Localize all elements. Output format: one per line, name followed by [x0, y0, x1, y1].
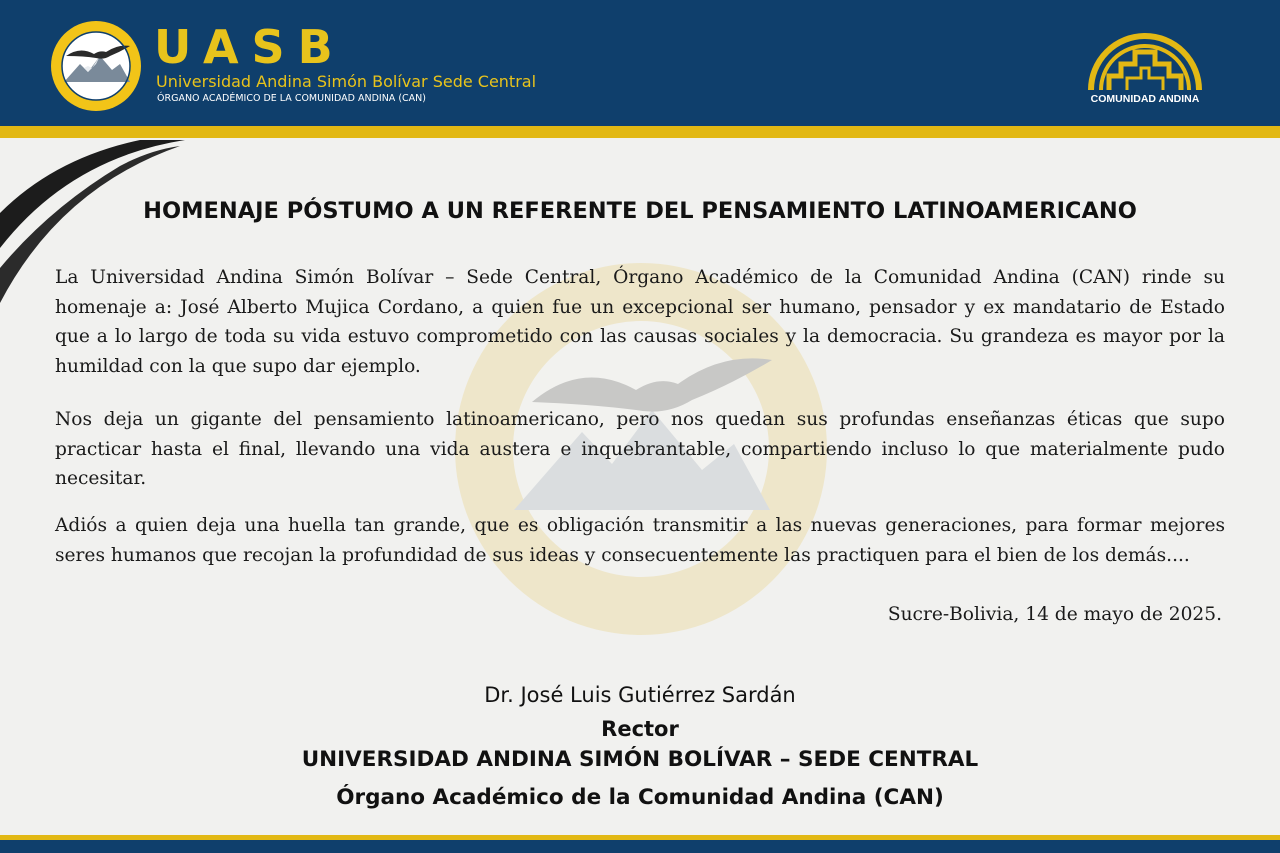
header-gold-stripe	[0, 126, 1280, 138]
brand-full-name: Universidad Andina Simón Bolívar Sede Central	[156, 72, 537, 91]
footer-bar	[0, 840, 1280, 853]
signatory-institution: UNIVERSIDAD ANDINA SIMÓN BOLÍVAR – SEDE CENTRAL	[301, 747, 979, 772]
condor-mountain-seal-icon	[50, 20, 142, 112]
brand-word: UASB	[154, 20, 346, 74]
signatory-role: Rector	[601, 717, 679, 741]
signatory-organ: Órgano Académico de la Comunidad Andina (CAN)	[336, 785, 944, 810]
paragraph-legacy: Nos deja un gigante del pensamiento latinoamericano, pero nos quedan sus profundas enseñanzas éticas que supo practicar hasta el final, llevando una vida austera e inquebrantable, compartiendo incluso lo que materialmente pudo necesitar.	[55, 409, 1225, 489]
document-title: HOMENAJE PÓSTUMO A UN REFERENTE DEL PENSAMIENTO LATINOAMERICANO	[143, 198, 1137, 224]
signatory-name: Dr. José Luis Gutiérrez Sardán	[484, 683, 796, 707]
brand-subtitle: ÓRGANO ACADÉMICO DE LA COMUNIDAD ANDINA (CAN)	[157, 93, 426, 104]
dateline: Sucre-Bolivia, 14 de mayo de 2025.	[887, 604, 1222, 625]
paragraph-farewell: Adiós a quien deja una huella tan grande, que es obligación transmitir a las nuevas generaciones, para formar mejores seres humanos que recojan la profundidad de sus ideas y consecuentemente las practiquen para el bien de los demás....	[55, 515, 1225, 566]
can-logo-label: COMUNIDAD ANDINA	[1090, 93, 1200, 105]
paragraph-homage: La Universidad Andina Simón Bolívar – Sede Central, Órgano Académico de la Comunidad Andina (CAN) rinde su homenaje a: José Alberto Mujica Cordano, a quien fue un excepcional ser humano, pensador y ex mandatario de Estado que a lo largo de toda su vida estuvo comprometido con las causas sociales y la democracia. Su grandeza es mayor por la humildad con la que supo dar ejemplo.	[55, 267, 1225, 377]
comunidad-andina-arch-icon	[1085, 28, 1205, 92]
